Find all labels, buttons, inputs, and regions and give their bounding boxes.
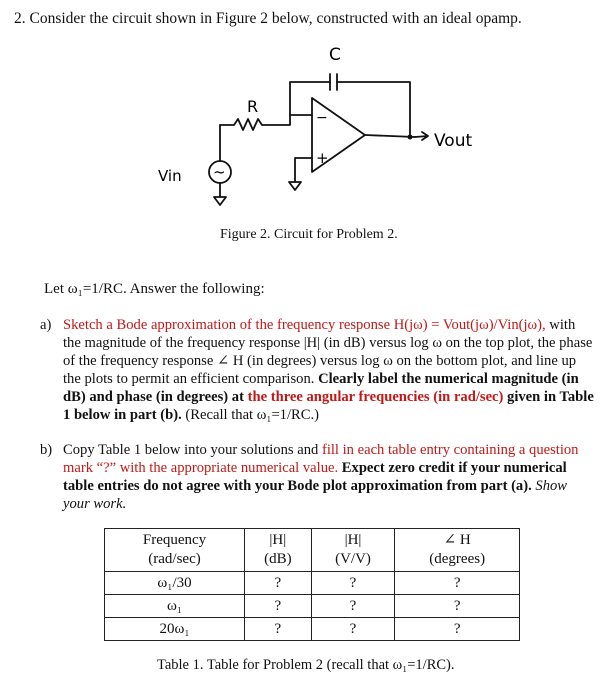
header-frequency: Frequency (rad/sec) <box>105 529 245 572</box>
ground-plus <box>289 182 301 190</box>
vout-label: Vout <box>434 131 473 151</box>
part-b-text <box>63 441 595 513</box>
part-a-text-3: Clearly label the numerical magnitude (in dB) and phase (in degrees) at <box>63 371 579 405</box>
figure-caption: Figure 2. Circuit for Problem 2. <box>220 227 398 242</box>
part-b-text-2: fill in each table entry containing a question mark “?” with the appropriate numerical value. <box>63 442 579 476</box>
table-header-row <box>105 529 520 572</box>
cell-h-vv: ? <box>311 618 395 641</box>
part-a-text <box>63 316 595 424</box>
cell-h-vv: ? <box>311 595 395 618</box>
part-a <box>40 316 595 424</box>
part-b-label: b) <box>40 442 53 458</box>
opamp-plus-label: + <box>316 149 329 167</box>
output-node <box>408 135 413 140</box>
table-row <box>105 595 520 618</box>
let-line: Let ω₁=1/RC. Answer the following: <box>44 281 265 297</box>
opamp-minus-label: − <box>316 110 328 126</box>
cell-frequency: 20ω₁ <box>105 618 245 641</box>
part-a-label: a) <box>40 317 52 333</box>
cell-phase: ? <box>395 595 520 618</box>
header-h-vv: |H| (V/V) <box>311 529 395 572</box>
part-a-text-2: with the magnitude of the frequency response |H| (in dB) versus log ω on the top plot, the phase of the frequency response ∠ H (in degrees) versus log ω on the bottom plot, and line up the plots to permit an efficient comparison. <box>63 317 593 387</box>
part-a-text-4: the three angular frequencies (in rad/sec) <box>247 389 504 405</box>
cell-phase: ? <box>395 572 520 595</box>
output-wire <box>365 135 415 137</box>
vin-label: Vin <box>158 167 182 185</box>
header-phase: ∠ H (degrees) <box>395 529 520 572</box>
part-b <box>40 441 595 513</box>
cell-frequency: ω₁ <box>105 595 245 618</box>
output-arrow <box>415 132 428 140</box>
part-b-text-1: Copy Table 1 below into your solutions and <box>63 442 322 458</box>
cell-phase: ? <box>395 618 520 641</box>
feedback-wire-right <box>337 82 410 137</box>
frequency-table <box>104 528 520 641</box>
cell-frequency: ω₁/30 <box>105 572 245 595</box>
part-b-text-4: Show your work. <box>63 478 568 512</box>
cell-h-db: ? <box>245 572 312 595</box>
circuit-figure <box>150 40 480 230</box>
table-caption: Table 1. Table for Problem 2 (recall that ω₁=1/RC). <box>157 657 455 673</box>
part-a-text-1: Sketch a Bode approximation of the frequency response H(jω) = Vout(jω)/Vin(jω), <box>63 317 546 333</box>
resistor-label: R <box>247 97 259 116</box>
source-symbol: ~ <box>213 163 226 181</box>
table-row <box>105 572 520 595</box>
ground-source <box>214 197 226 205</box>
header-h-db: |H| (dB) <box>245 529 312 572</box>
part-b-text-3: Expect zero credit if your numerical table entries do not agree with your Bode plot approximation from part (a). <box>63 460 567 494</box>
capacitor-label: C <box>329 45 341 65</box>
cell-h-vv: ? <box>311 572 395 595</box>
problem-title: 2. Consider the circuit shown in Figure 2 below, constructed with an ideal opamp. <box>14 10 522 27</box>
plus-input-wire <box>295 158 312 182</box>
part-a-text-6: (Recall that ω₁=1/RC.) <box>181 407 319 423</box>
resistor <box>220 115 312 130</box>
cell-h-db: ? <box>245 618 312 641</box>
table-row <box>105 618 520 641</box>
part-a-text-5: given in Table 1 below in part (b). <box>63 389 594 423</box>
cell-h-db: ? <box>245 595 312 618</box>
